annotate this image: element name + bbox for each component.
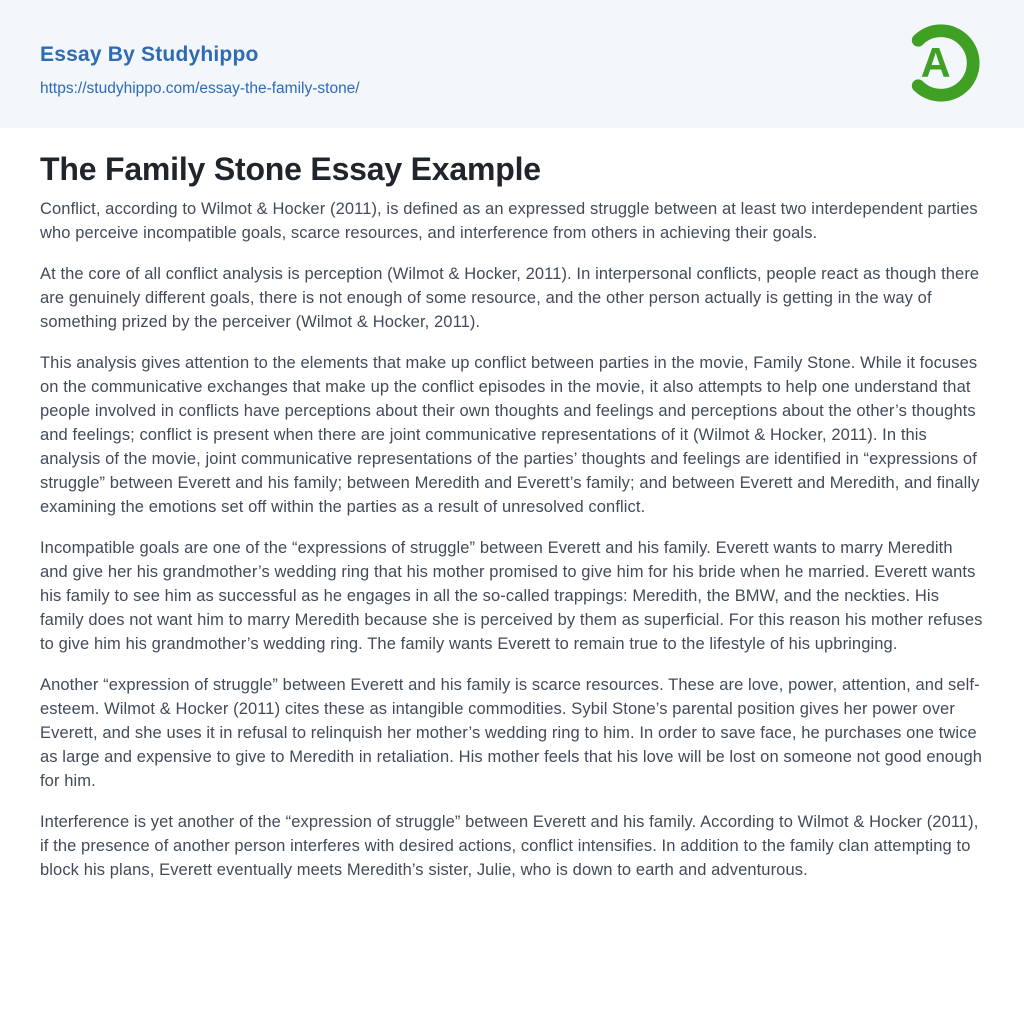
studyhippo-logo — [897, 19, 985, 107]
source-url-link[interactable]: https://studyhippo.com/essay-the-family-stone/ — [40, 80, 360, 98]
essay-paragraph: Incompatible goals are one of the “expressions of struggle” between Everett and his family. Everett wants to marry Meredith and give her his grandmother’s wedding ring that his mother promised to give him for his bride when he married. Everett wants his family to see him as successful as he engages in all the so-called trappings: Meredith, the BMW, and the neckties. His family does not want him to marry Meredith because she is perceived by them as superficial. For this reason his mother refuses to give him his grandmother’s wedding ring. The family wants Everett to remain true to the lifestyle of his upbringing. — [40, 539, 983, 653]
brand-logo-arc-icon — [897, 19, 985, 107]
page-header — [0, 0, 1024, 128]
logo-letter: A — [920, 40, 951, 87]
essay-content — [0, 128, 1024, 882]
essay-title: The Family Stone Essay Example — [40, 151, 541, 187]
essay-paragraph: At the core of all conflict analysis is perception (Wilmot & Hocker, 2011). In interpersonal conflicts, people react as though there are genuinely different goals, there is not enough of some resource, and the other person actually is getting in the way of something prized by the perceiver (Wilmot & Hocker, 2011). — [40, 265, 980, 331]
essay-paragraph: Conflict, according to Wilmot & Hocker (2011), is defined as an expressed struggle between at least two interdependent parties who perceive incompatible goals, scarce resources, and interference from others in achieving their goals. — [40, 200, 978, 242]
essay-paragraph: This analysis gives attention to the elements that make up conflict between parties in the movie, Family Stone. While it focuses on the communicative exchanges that make up the conflict episodes in the movie, it also attempts to help one understand that people involved in conflicts have perceptions about their own thoughts and feelings and perceptions about the other’s thoughts and feelings; conflict is present when there are joint communicative representations of it (Wilmot & Hocker, 2011). In this analysis of the movie, joint communicative representations of the parties’ thoughts and feelings are identified in “expressions of struggle” between Everett and his family; between Meredith and Everett’s family; and between Everett and Meredith, and finally examining the emotions set off within the parties as a result of unresolved conflict. — [40, 354, 980, 516]
brand-title: Essay By Studyhippo — [40, 43, 259, 66]
essay-paragraph: Interference is yet another of the “expression of struggle” between Everett and his family. According to Wilmot & Hocker (2011), if the presence of another person interferes with desired actions, conflict intensifies. In addition to the family clan attempting to block his plans, Everett eventually meets Meredith’s sister, Julie, who is down to earth and adventurous. — [40, 813, 979, 879]
essay-paragraph: Another “expression of struggle” between Everett and his family is scarce resources. These are love, power, attention, and self-esteem. Wilmot & Hocker (2011) cites these as intangible commodities. Sybil Stone’s parental position gives her power over Everett, and she uses it in refusal to relinquish her mother’s wedding ring to him. In order to save face, he purchases one twice as large and expensive to give to Meredith in retaliation. His mother feels that his love will be lost on someone not good enough for him. — [40, 676, 983, 790]
